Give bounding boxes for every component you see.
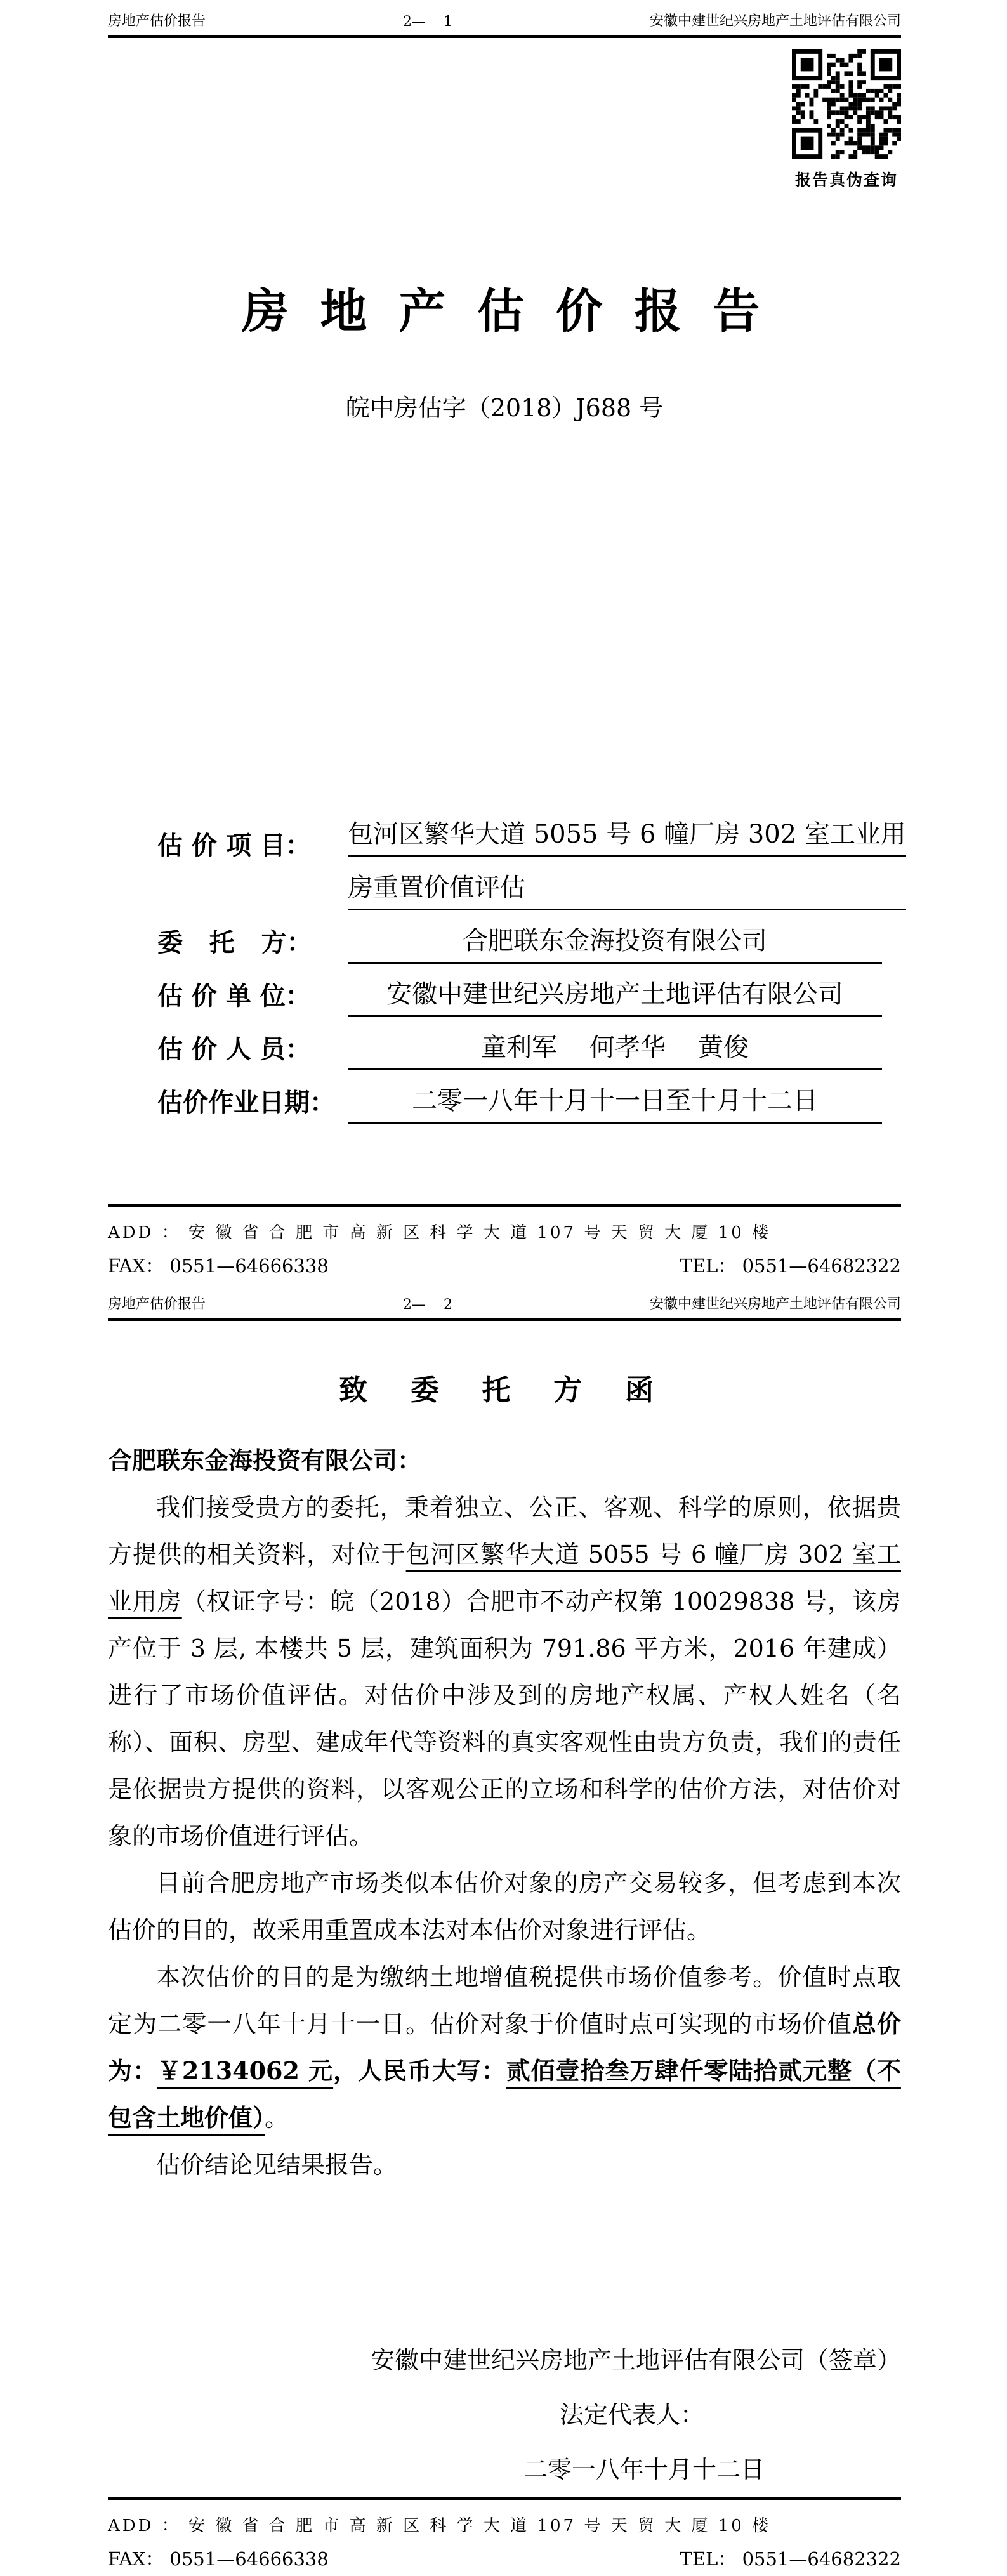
header-page-number: 2— 1 xyxy=(403,14,452,30)
p1-text-cont: （权证字号：皖（2018）合肥市不动产权第 10029838 号，该房产位于 3 层, 本楼共 5 层，建筑面积为 791.86 平方米，2016 年建成）进行了市场价值评估。对估价中涉及到的房地产权属、产权人姓名（名称）、面积、房型、建成年代等资料的真实客观性由贵方负责，我们的责任是依据贵方提供的资料，以客观公正的立场和科学的估价方法，对估价对象的市场价值进行评估。 xyxy=(108,1587,901,1850)
p1-property-name: 包河区繁华大道 5055 号 6 幢厂房 302 室工业用房 xyxy=(108,1541,901,1615)
field-row-work-date xyxy=(157,1070,882,1124)
field-value-project-line1: 包河区繁华大道 5055 号 6 幢厂房 302 室工业用 xyxy=(348,804,906,857)
letter-paragraph-3 xyxy=(108,1954,901,2141)
letter-body xyxy=(108,1437,901,2188)
field-label-client: 委 托 方： xyxy=(157,928,312,957)
field-row-project xyxy=(157,804,906,910)
signature-legal-representative: 法定代表人： xyxy=(560,2401,705,2429)
letter-salutation: 合肥联东金海投资有限公司： xyxy=(108,1446,422,1475)
letter-paragraph-2: 目前合肥房地产市场类似本估价对象的房产交易较多，但考虑到本次估价的目的，故采用重置成本法对本估价对象进行评估。 xyxy=(108,1869,901,1944)
header-page-number: 2— 2 xyxy=(403,1297,452,1313)
header-company-name: 安徽中建世纪兴房地产土地评估有限公司 xyxy=(649,13,901,29)
page1-running-footer xyxy=(108,1204,901,1283)
p3-capital-amount: 贰佰壹拾叁万肆仟零陆拾贰元整 xyxy=(506,2056,852,2085)
qr-section xyxy=(792,49,901,190)
field-value-client: 合肥联东金海投资有限公司 xyxy=(348,921,882,964)
p3-land-value-note: （不包含土地价值） xyxy=(108,2056,901,2132)
p3-capital-label: ，人民币大写： xyxy=(333,2056,506,2085)
header-company-name: 安徽中建世纪兴房地产土地评估有限公司 xyxy=(649,1296,901,1312)
field-value-appraisers: 童利军 何孝华 黄俊 xyxy=(348,1027,882,1070)
footer-fax: FAX： 0551—64666338 xyxy=(108,2548,329,2570)
footer-tel: TEL： 0551—64682322 xyxy=(680,2548,901,2570)
p3-total-price-label: 总价为： xyxy=(108,2009,901,2085)
signature-date: 二零一八年十月十二日 xyxy=(523,2455,765,2483)
field-value-project-line2: 房重置价值评估 xyxy=(348,857,906,910)
qr-caption: 报告真伪查询 xyxy=(794,171,898,189)
p1-text: 我们接受贵方的委托，秉着独立、公正、客观、科学的原则，依据贵方提供的相关资料，对位于 xyxy=(108,1494,901,1568)
signature-company: 安徽中建世纪兴房地产土地评估有限公司（签章） xyxy=(370,2346,901,2374)
field-label-appraisers: 估 价 人 员： xyxy=(157,1034,311,1064)
cover-form xyxy=(157,804,906,1124)
page-1-cover xyxy=(0,0,1007,1283)
field-row-appraisers xyxy=(157,1017,882,1070)
document-number: 皖中房估字（2018）J688 号 xyxy=(345,394,664,422)
field-value-agency: 安徽中建世纪兴房地产土地评估有限公司 xyxy=(348,974,882,1017)
footer-address: ADD ： 安 徽 省 合 肥 市 高 新 区 科 学 大 道 107 号 天 贸 大 厦 10 楼 xyxy=(108,2516,772,2535)
signature-block xyxy=(108,2333,901,2497)
header-doc-title: 房地产估价报告 xyxy=(108,1296,206,1312)
page-2-letter xyxy=(0,1283,1007,2570)
footer-tel: TEL： 0551—64682322 xyxy=(680,1255,901,1277)
report-title: 房 地 产 估 价 报 告 xyxy=(241,284,768,339)
page1-running-header xyxy=(108,0,901,38)
footer-address: ADD ： 安 徽 省 合 肥 市 高 新 区 科 学 大 道 107 号 天 贸 大 厦 10 楼 xyxy=(108,1223,772,1242)
letter-paragraph-4: 估价结论见结果报告。 xyxy=(156,2151,398,2179)
page2-running-header xyxy=(108,1283,901,1321)
letter-paragraph-1 xyxy=(108,1484,901,1860)
header-doc-title: 房地产估价报告 xyxy=(108,13,206,29)
field-label-agency: 估 价 单 位： xyxy=(157,981,311,1011)
page2-running-footer xyxy=(108,2497,901,2576)
field-value-work-date: 二零一八年十月十一日至十月十二日 xyxy=(348,1081,882,1124)
field-label-work-date: 估价作业日期： xyxy=(157,1088,335,1117)
p3-total-price-value: ￥2134062 元 xyxy=(157,2056,334,2085)
letter-title: 致 委 托 方 函 xyxy=(339,1373,670,1407)
p3-text: 本次估价的目的是为缴纳土地增值税提供市场价值参考。价值时点取定为二零一八年十月十一日。估价对象于价值时点可实现的市场价值 xyxy=(108,1963,901,2038)
field-row-client xyxy=(157,910,882,964)
footer-fax: FAX： 0551—64666338 xyxy=(108,1255,329,1277)
p3-period: 。 xyxy=(265,2104,289,2132)
qr-code xyxy=(792,49,901,159)
field-row-agency xyxy=(157,964,882,1017)
field-label-project: 估 价 项 目： xyxy=(157,831,311,860)
